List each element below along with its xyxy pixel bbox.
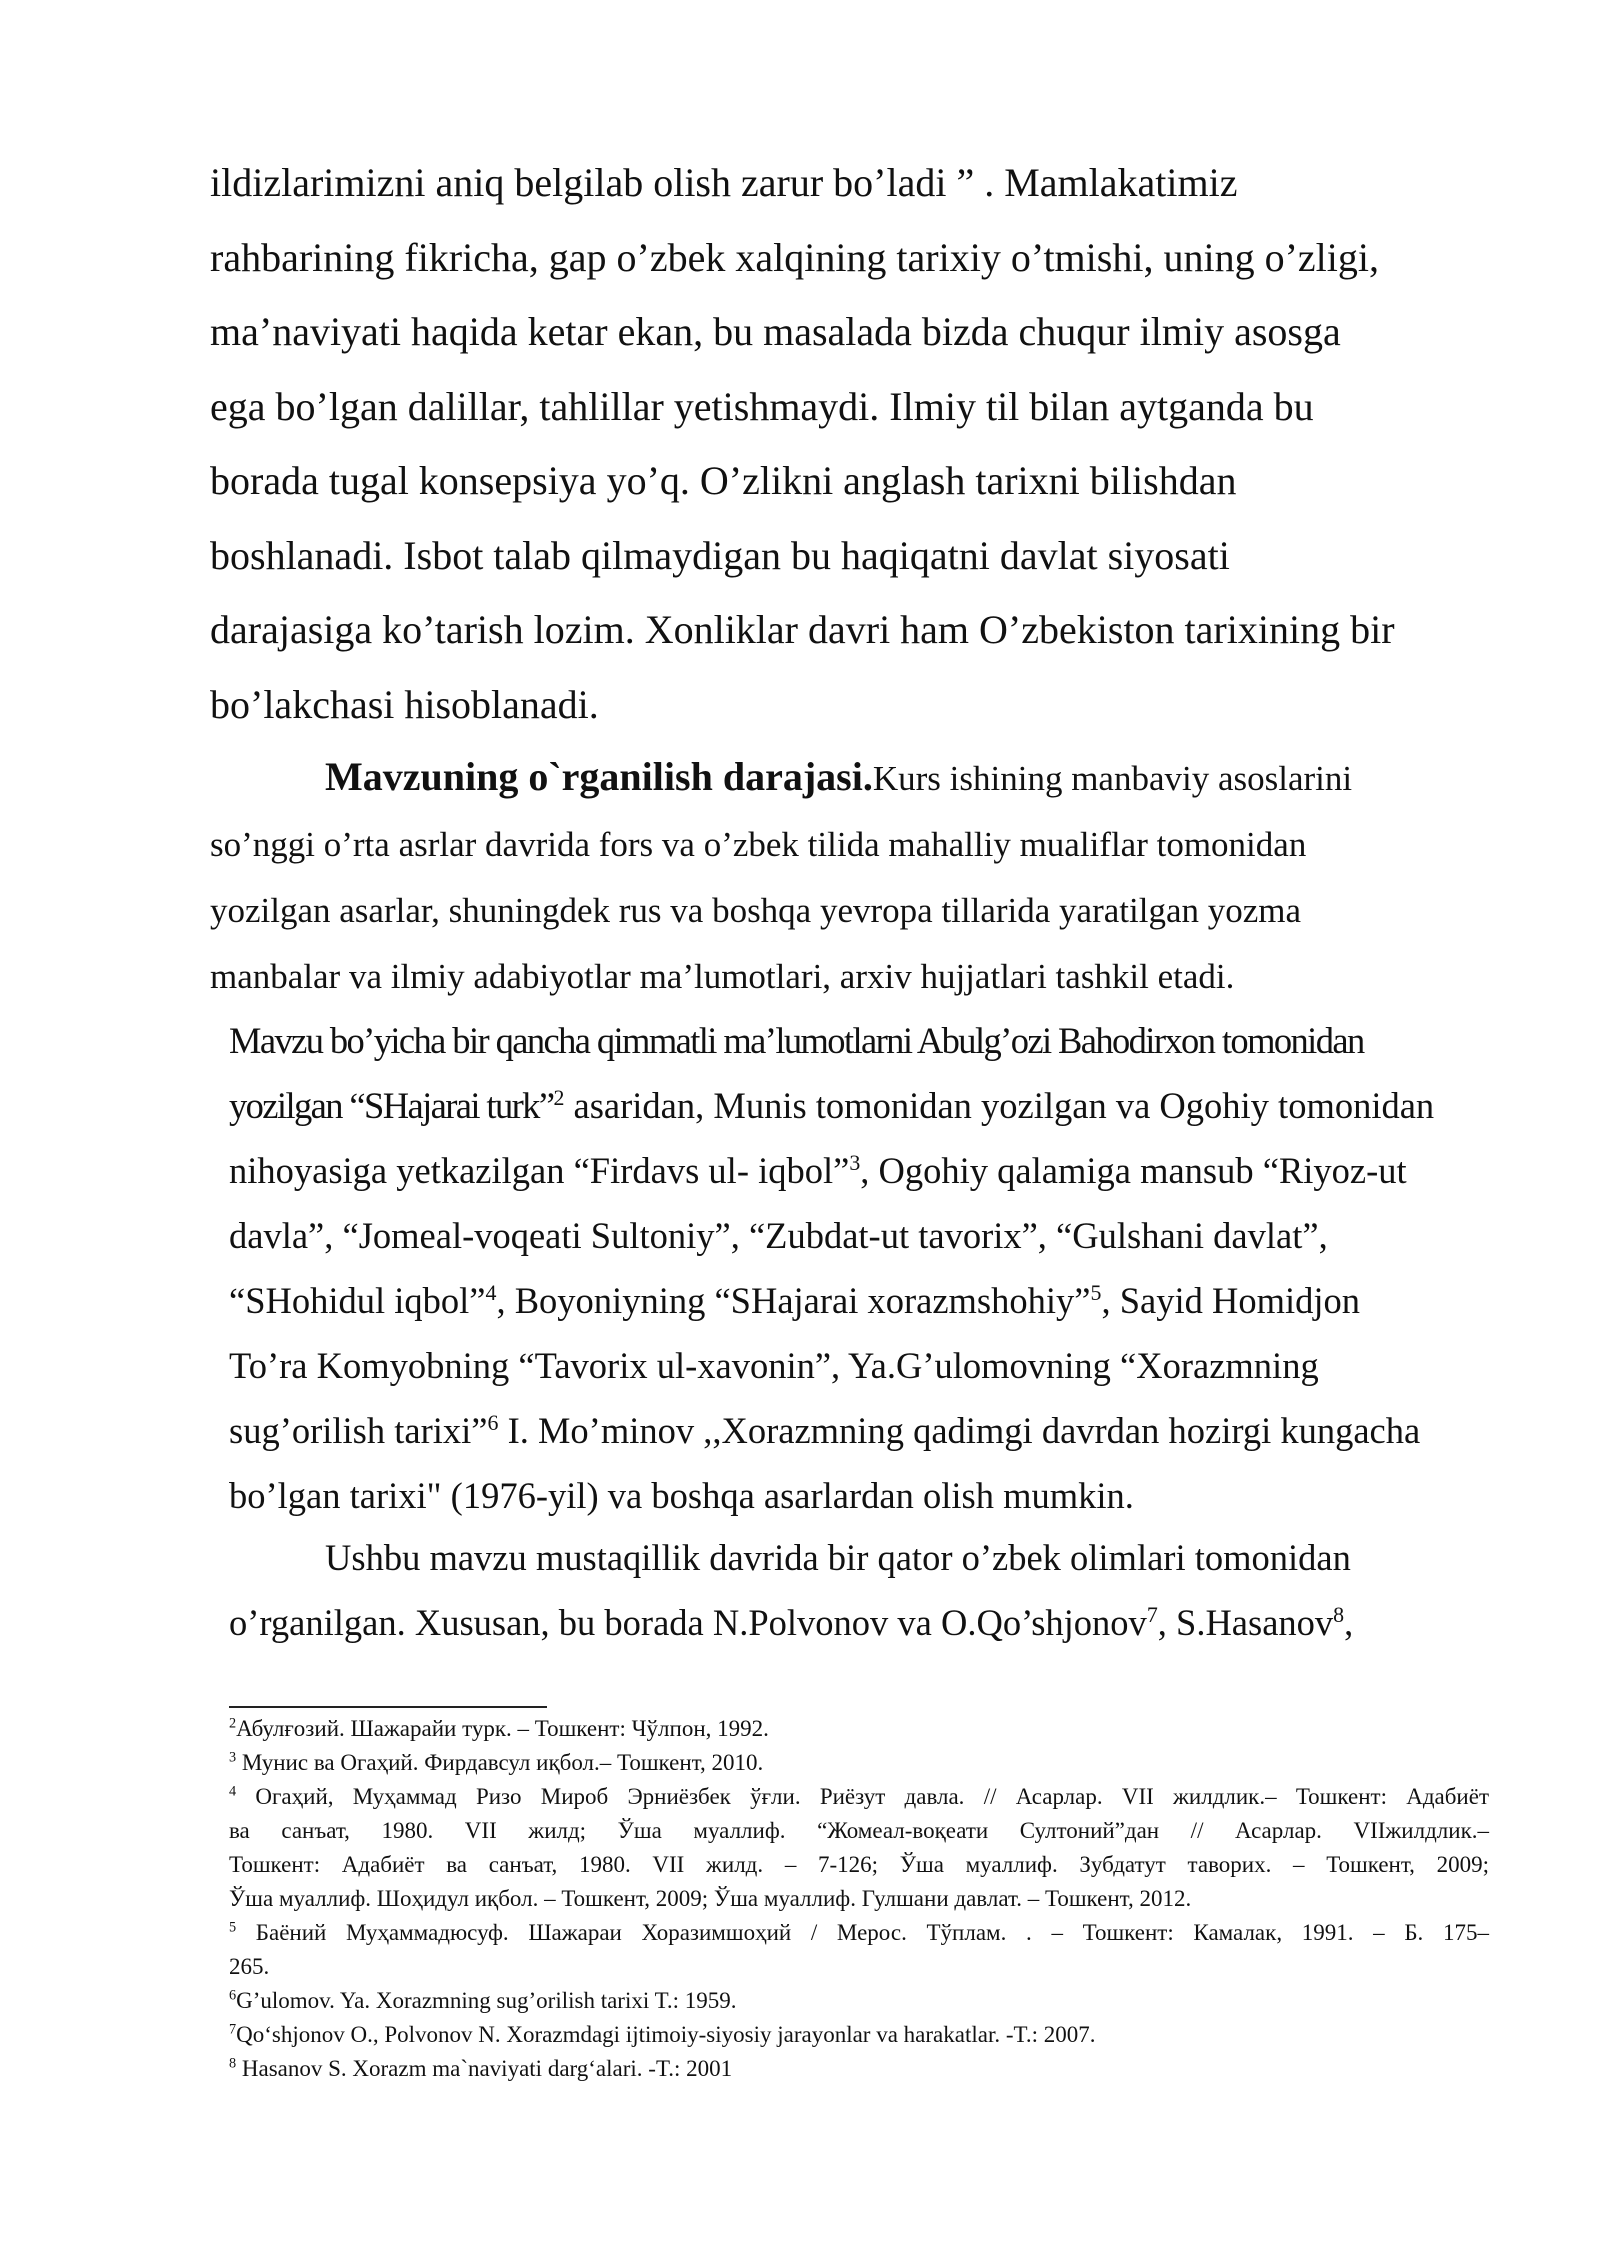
footnote-text: G’ulomov. Ya. Xorazmning sug’orilish tarixi T.: 1959. [236,1988,737,2013]
text-line [229,1268,1529,1333]
footnote-text: Баёний Муҳаммадюсуф. Шажараи Хоразимшоҳий / Мерос. Тўплам. . – Тошкент: Камалак, 1991. – Б. 175– [236,1920,1489,1945]
text-run: , Boyoniyning “SHajarai xorazmshohiy” [496,1280,1091,1321]
footnote-4 [229,1780,1489,1916]
text-line [229,1073,1529,1138]
footnote-5 [229,1916,1489,1984]
footnote-line [229,2018,1489,2052]
footnote-text: Hasanov S. Xorazm ma`naviyati darg‘alari. -T.: 2001 [236,2056,733,2081]
text-line: To’ra Komyobning “Tavorix ul-xavonin”, Ya.G’ulomovning “Xorazmning [229,1345,1319,1386]
footnote-line [229,1746,1489,1780]
footnote-line: 265. [229,1954,270,1979]
footnote-ref[interactable]: 4 [485,1279,497,1305]
footnote-8 [229,2052,1489,2086]
text-run: , Sayid Homidjon [1101,1280,1360,1321]
text-line: bo’lakchasi hisoblanadi. [210,681,599,727]
footnotes [229,1712,1489,2086]
study-level-paragraph [210,744,1510,1010]
footnote-line: ва санъат, 1980. VII жилд; Ўша муаллиф. “Жомеал-воқеати Султоний”дан // Асарлар. VIIжилдлик.– [229,1818,1489,1843]
text-line: darajasiga ko’tarish lozim. Xonliklar davri ham O’zbekiston tarixining bir [210,607,1395,652]
text-run: , [1344,1602,1354,1643]
text-line: Ushbu mavzu mustaqillik davrida bir qator o’zbek olimlari tomonidan [325,1537,1351,1578]
footnote-line: Ўша муаллиф. Шоҳидул иқбол. – Тошкент, 2009; Ўша муаллиф. Гулшани давлат. – Тошкент, 2012. [229,1886,1192,1911]
footnote-line [229,1780,1489,1814]
text-line: ma’naviyati haqida ketar ekan, bu masalada bizda chuqur ilmiy asosga [210,309,1341,354]
footnote-number: 2 [229,1715,237,1732]
text-run: , S.Hasanov [1157,1602,1334,1643]
text-line: yozilgan asarlar, shuningdek rus va boshqa yevropa tillarida yaratilgan yozma [210,891,1302,930]
footnote-text: Огаҳий, Муҳаммад Ризо Мироб Эрниёзбек ўғли. Риёзут давла. // Асарлар. VII жилдлик.– Тошкент: Адабиёт [236,1784,1489,1809]
footnote-number: 6 [229,1987,237,2004]
text-line: boshlanadi. Isbot talab qilmaydigan bu haqiqatni davlat siyosati [210,532,1230,578]
text-line [229,1590,1529,1655]
footnote-line: Тошкент: Адабиёт ва санъат, 1980. VII жилд. – 7-126; Ўша муаллиф. Зубдатут таворих. – Тошкент, 2009; [229,1852,1489,1877]
section-heading: Mavzuning o`rganilish darajasi. [325,754,873,799]
footnote-7 [229,2018,1489,2052]
text-run: asaridan, Munis tomonidan yozilgan va Ogohiy tomonidan [564,1085,1435,1126]
text-line: manbalar va ilmiy adabiyotlar ma’lumotlari, arxiv hujjatlari tashkil etadi. [210,957,1235,996]
text-run: Kurs ishining manbaviy asoslarini [872,759,1353,798]
text-line [210,744,1510,812]
footnote-line [229,1712,1489,1746]
footnote-number: 3 [229,1749,237,1766]
footnote-ref[interactable]: 8 [1333,1601,1345,1627]
sources-paragraph [229,1008,1529,1528]
footnote-number: 8 [229,2055,237,2072]
footnote-2 [229,1712,1489,1746]
text-line: borada tugal konsepsiya yo’q. O’zlikni anglash tarixni bilishdan [210,458,1237,503]
text-run: I. Mo’minov ,,Xorazmning qadimgi davrdan hozirgi kungacha [498,1410,1421,1451]
footnote-text: Мунис ва Огаҳий. Фирдавсул иқбол.– Тошкент, 2010. [236,1750,764,1775]
footnote-ref[interactable]: 6 [487,1409,499,1435]
text-run: sug’orilish tarixi” [229,1410,488,1451]
footnote-number: 7 [229,2021,237,2038]
footnote-ref[interactable]: 2 [553,1084,565,1110]
footnote-ref[interactable]: 5 [1090,1279,1102,1305]
text-line [229,1398,1529,1463]
text-run: , Ogohiy qalamiga mansub “Riyoz-ut [860,1150,1407,1191]
footnote-separator [229,1706,547,1708]
text-line: so’nggi o’rta asrlar davrida fors va o’zbek tilida mahalliy mualiflar tomonidan [210,825,1307,864]
footnote-ref[interactable]: 3 [849,1149,861,1175]
text-run: o’rganilgan. Xususan, bu borada N.Polvonov va O.Qo’shjonov [229,1602,1147,1643]
footnote-3 [229,1746,1489,1780]
footnote-line [229,2052,1489,2086]
footnote-number: 5 [229,1919,237,1936]
text-line: bo’lgan tarixi" (1976-yil) va boshqa asarlardan olish mumkin. [229,1475,1134,1516]
intro-paragraph [210,146,1510,742]
footnote-ref[interactable]: 7 [1146,1601,1158,1627]
footnote-line [229,1916,1489,1950]
closing-paragraph [229,1525,1529,1655]
footnote-text: Абулғозий. Шажарайи турк. – Тошкент: Чўлпон, 1992. [236,1716,769,1741]
text-run: yozilgan “SHajarai turk” [229,1085,554,1126]
footnote-line [229,1984,1489,2018]
text-line: Mavzu bo’yicha bir qancha qimmatli ma’lumotlarni Abulg’ozi Bahodirxon tomonidan [229,1020,1364,1061]
text-line: davla”, “Jomeal-voqeati Sultoniy”, “Zubdat-ut tavorix”, “Gulshani davlat”, [229,1215,1328,1256]
footnote-number: 4 [229,1783,237,1800]
text-line [229,1138,1529,1203]
text-line: ildizlarimizni aniq belgilab olish zarur bo’ladi ” . Mamlakatimiz [210,160,1238,205]
text-line: rahbarining fikricha, gap o’zbek xalqining tarixiy o’tmishi, uning o’zligi, [210,234,1379,280]
footnote-6 [229,1984,1489,2018]
text-run: “SHohidul iqbol” [229,1280,486,1321]
footnote-text: Qo‘shjonov O., Polvonov N. Xorazmdagi ijtimoiy-siyosiy jarayonlar va harakatlar. -T.: 2007. [236,2022,1096,2047]
text-run: nihoyasiga yetkazilgan “Firdavs ul- iqbol” [229,1150,850,1191]
text-line: ega bo’lgan dalillar, tahlillar yetishmaydi. Ilmiy til bilan aytganda bu [210,383,1314,429]
